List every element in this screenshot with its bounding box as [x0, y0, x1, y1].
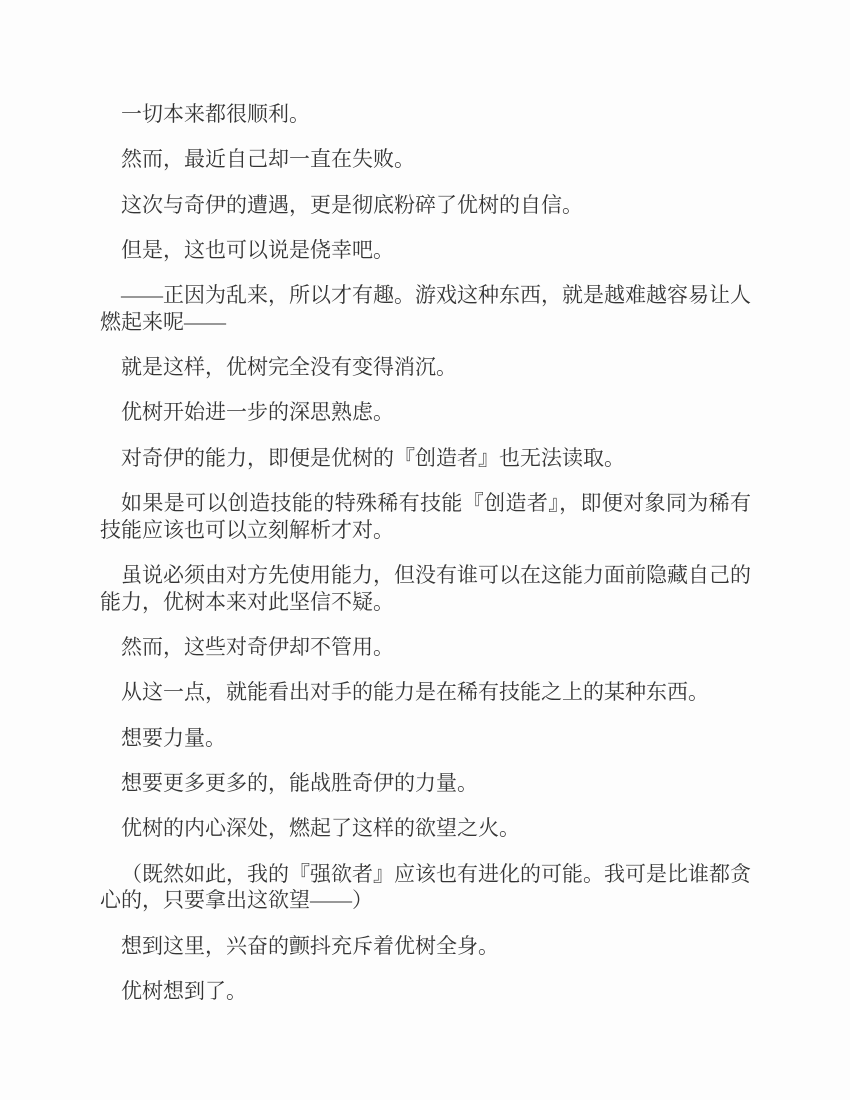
paragraph: 优树开始进一步的深思熟虑。	[121, 400, 394, 425]
paragraph: 想要更多更多的，能战胜奇伊的力量。	[121, 770, 478, 795]
paragraph: 对奇伊的能力，即便是优树的『创造者』也无法读取。	[121, 445, 625, 470]
text-content	[100, 101, 751, 1023]
paragraph: 从这一点，就能看出对手的能力是在稀有技能之上的某种东西。	[121, 680, 709, 705]
paragraph: 然而，这些对奇伊却不管用。	[121, 635, 394, 660]
paragraph: 虽说必须由对方先使用能力，但没有谁可以在这能力面前隐藏自己的能力，优树本来对此坚信不疑。	[100, 563, 751, 614]
paragraph: 就是这样，优树完全没有变得消沉。	[121, 355, 457, 380]
paragraph: 但是，这也可以说是侥幸吧。	[121, 237, 394, 262]
paragraph: 如果是可以创造技能的特殊稀有技能『创造者』，即便对象同为稀有技能应该也可以立刻解析才对。	[100, 491, 751, 542]
paragraph: （既然如此，我的『强欲者』应该也有进化的可能。我可是比谁都贪心的，只要拿出这欲望——）	[100, 861, 751, 913]
paragraph: 这次与奇伊的遭遇，更是彻底粉碎了优树的自信。	[121, 192, 583, 217]
paragraph: 想到这里，兴奋的颤抖充斥着优树全身。	[121, 933, 499, 958]
paragraph: ——正因为乱来，所以才有趣。游戏这种东西，就是越难越容易让人燃起来呢——	[100, 283, 751, 334]
paragraph: 想要力量。	[121, 725, 226, 750]
paragraph: 然而，最近自己却一直在失败。	[121, 147, 415, 172]
paragraph: 一切本来都很顺利。	[121, 102, 310, 126]
paragraph: 优树想到了。	[121, 978, 247, 1003]
paragraph: 优树的内心深处，燃起了这样的欲望之火。	[121, 816, 520, 841]
